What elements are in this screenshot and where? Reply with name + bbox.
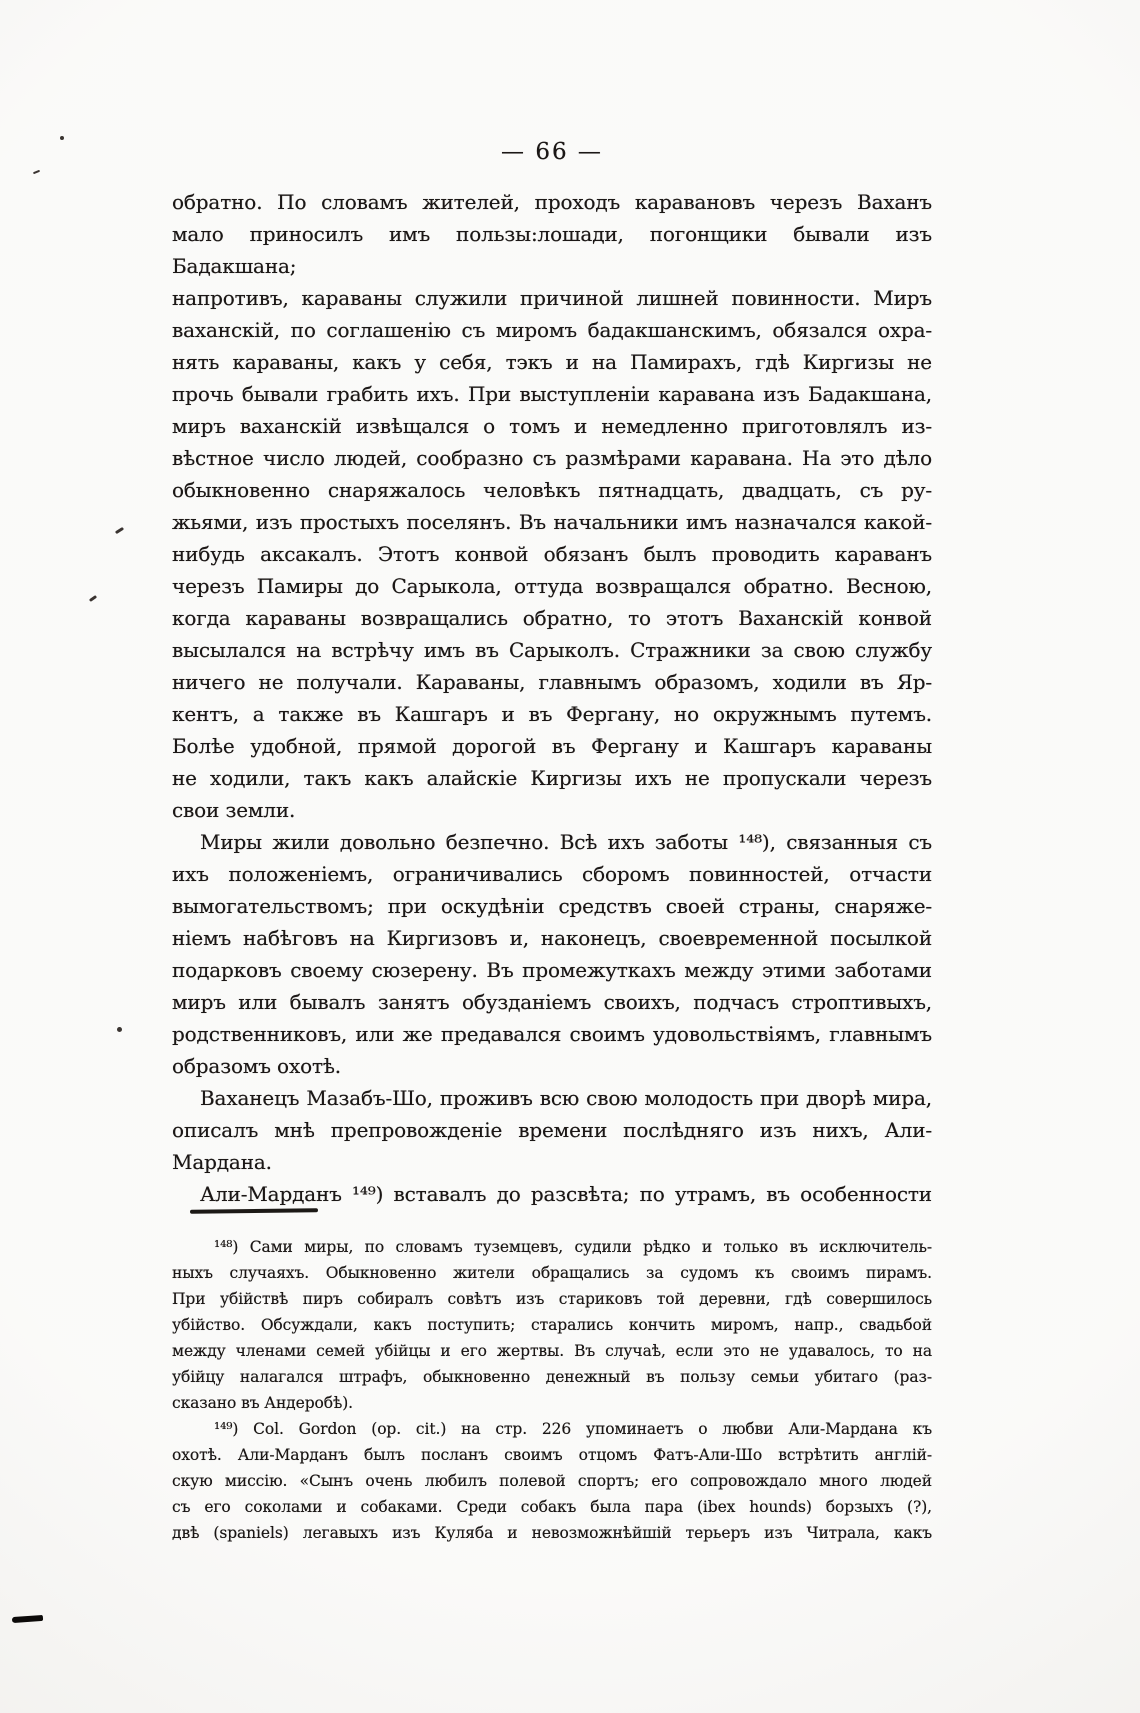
text-line: вѣстное число людей, сообразно съ размѣрами каравана. На это дѣло	[172, 446, 932, 470]
text-line: когда караваны возвращались обратно, то этотъ Ваханскій конвой	[172, 606, 932, 630]
text-line: сказано въ Андеробѣ).	[172, 1394, 354, 1412]
text-line: ніемъ набѣговъ на Киргизовъ и, наконецъ, своевременной посылкой	[172, 926, 932, 950]
text-line: Миры жили довольно безпечно. Всѣ ихъ заботы ¹⁴⁸), связанныя съ	[200, 830, 932, 854]
text-line: кентъ, а также въ Кашгаръ и въ Фергану, но окружнымъ путемъ.	[172, 702, 932, 726]
footnote-separator-rule	[190, 1208, 318, 1214]
text-line: родственниковъ, или же предавался своимъ удовольствіямъ, главнымъ	[172, 1022, 932, 1046]
text-line: между членами семей убійцы и его жертвы. Въ случаѣ, если это не удавалось, то на	[172, 1342, 932, 1360]
text-line: подарковъ своему сюзерену. Въ промежуткахъ между этими заботами	[172, 958, 932, 982]
text-line: нять караваны, какъ у себя, тэкъ и на Памирахъ, гдѣ Киргизы не	[172, 350, 932, 374]
text-line: вымогательствомъ; при оскудѣніи средствъ своей страны, снаряже-	[172, 894, 932, 918]
paragraph	[172, 1082, 932, 1178]
text-line: Али-Марданъ ¹⁴⁹) вставалъ до разсвѣта; по утрамъ, въ особенности	[200, 1182, 932, 1206]
text-line: двѣ (spaniels) легавыхъ изъ Куляба и невозможнѣйшій терьеръ изъ Читрала, какъ	[172, 1524, 932, 1542]
text-line: убійство. Обсуждали, какъ поступить; старались кончить миромъ, напр., свадьбой	[172, 1316, 932, 1334]
ink-mark	[12, 1615, 43, 1623]
text-line: убійцу налагался штрафъ, обыкновенно денежный въ пользу семьи убитаго (раз-	[172, 1368, 932, 1386]
text-line: нибудь аксакалъ. Этотъ конвой обязанъ былъ проводить караванъ	[172, 542, 932, 566]
scan-speck	[33, 170, 40, 174]
text-line: миръ или бывалъ занятъ обузданіемъ своихъ, подчасъ строптивыхъ,	[172, 990, 932, 1014]
footnote	[172, 1234, 932, 1416]
text-line: напротивъ, караваны служили причиной лишней повинности. Миръ	[172, 286, 932, 310]
page-number: — 66 —	[501, 139, 603, 165]
footnote	[172, 1416, 932, 1546]
text-line: При убійствѣ пиръ собиралъ совѣтъ изъ стариковъ той деревни, гдѣ совершилось	[172, 1290, 932, 1308]
text-line: обратно. По словамъ жителей, проходъ каравановъ черезъ Ваханъ	[172, 190, 932, 214]
scan-speck	[117, 1027, 122, 1032]
text-line: ничего не получали. Караваны, главнымъ образомъ, ходили въ Яр-	[172, 670, 932, 694]
text-line: ¹⁴⁹) Col. Gordon (op. cit.) на стр. 226 упоминаетъ о любви Али-Мардана къ	[214, 1420, 932, 1438]
paragraph	[172, 186, 932, 826]
text-line: не ходили, такъ какъ алайскіе Киргизы ихъ не пропускали черезъ	[172, 766, 932, 790]
text-line: прочь бывали грабить ихъ. При выступленіи каравана изъ Бадакшана,	[172, 382, 932, 406]
scan-speck	[60, 136, 64, 140]
text-line: миръ ваханскій извѣщался о томъ и немедленно приготовлялъ из-	[172, 414, 932, 438]
text-line: Болѣе удобной, прямой дорогой въ Фергану и Кашгаръ караваны	[172, 734, 932, 758]
text-line: обыкновенно снаряжалось человѣкъ пятнадцать, двадцать, съ ру-	[172, 478, 932, 502]
text-line: Мардана.	[172, 1150, 272, 1174]
text-line: описалъ мнѣ препровожденіе времени послѣдняго изъ нихъ, Али-	[172, 1118, 932, 1142]
paragraph	[172, 1178, 932, 1210]
text-line: мало приносилъ имъ пользы:лошади, погонщики бывали изъ Бадакшана;	[172, 222, 932, 278]
text-line: жьями, изъ простыхъ поселянъ. Въ начальники имъ назначался какой-	[172, 510, 932, 534]
text-line: скую миссію. «Сынъ очень любилъ полевой спортъ; его сопровождало много людей	[172, 1472, 932, 1490]
scan-speck	[115, 527, 124, 534]
text-line: образомъ охотѣ.	[172, 1054, 341, 1078]
text-line: съ его соколами и собаками. Среди собакъ была пара (ibex hounds) борзыхъ (?),	[172, 1498, 932, 1516]
text-line: ваханскій, по соглашенію съ миромъ бадакшанскимъ, обязался охра-	[172, 318, 932, 342]
text-line: свои земли.	[172, 798, 296, 822]
footnotes	[172, 1234, 932, 1546]
body-text	[172, 186, 932, 1210]
scan-speck	[89, 595, 97, 602]
text-line: черезъ Памиры до Сарыкола, оттуда возвращался обратно. Весною,	[172, 574, 932, 598]
text-line: Ваханецъ Мазабъ-Шо, проживъ всю свою молодость при дворѣ мира,	[200, 1086, 932, 1110]
text-line: ныхъ случаяхъ. Обыкновенно жители обращались за судомъ къ своимъ пирамъ.	[172, 1264, 932, 1282]
text-line: высылался на встрѣчу имъ въ Сарыколъ. Стражники за свою службу	[172, 638, 932, 662]
paragraph	[172, 826, 932, 1082]
text-line: ихъ положеніемъ, ограничивались сборомъ повинностей, отчасти	[172, 862, 932, 886]
text-line: охотѣ. Али-Марданъ былъ посланъ своимъ отцомъ Фатъ-Али-Шо встрѣтить англій-	[172, 1446, 932, 1464]
text-line: ¹⁴⁸) Сами миры, по словамъ туземцевъ, судили рѣдко и только въ исключитель-	[214, 1238, 932, 1256]
